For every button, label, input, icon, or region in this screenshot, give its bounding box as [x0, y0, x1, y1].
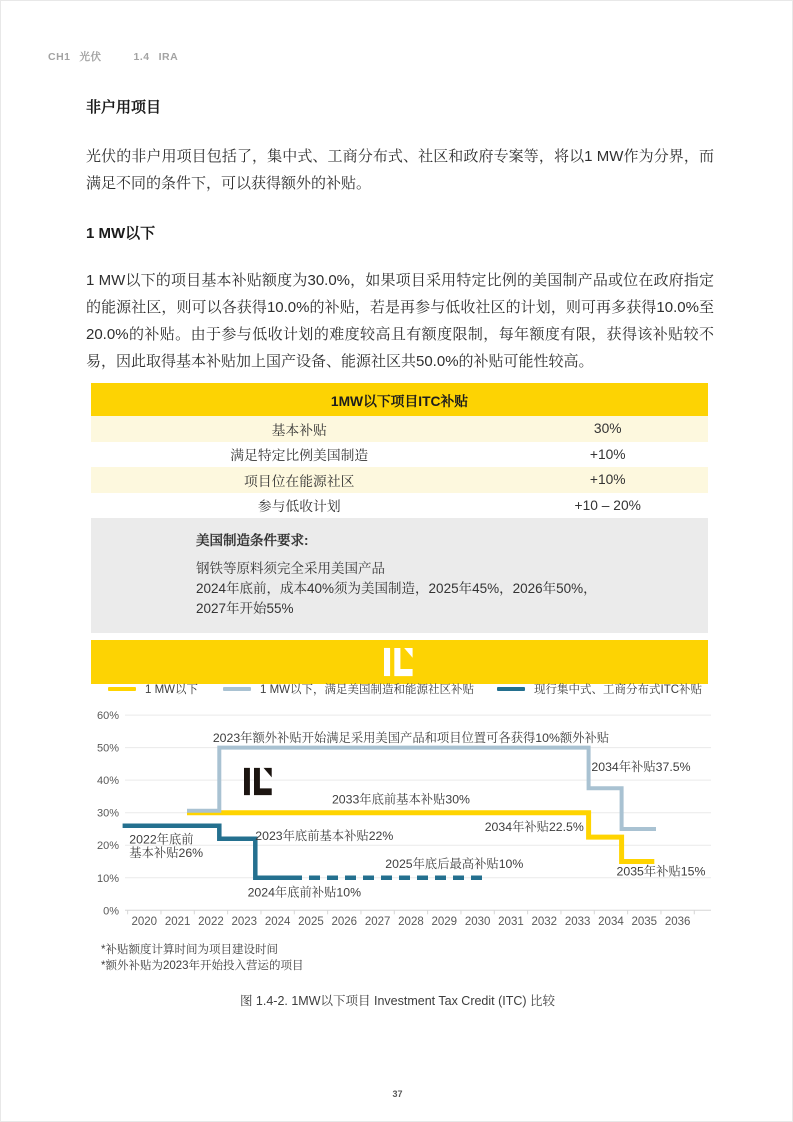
legend-label: 1 MW以下: [145, 684, 199, 696]
svg-text:2025年底后最高补贴10%: 2025年底后最高补贴10%: [385, 856, 524, 871]
section-heading: 非户用项目: [86, 99, 162, 116]
row-label: 参与低收计划: [257, 499, 341, 515]
us-manufacturing-note: [91, 518, 708, 633]
svg-text:2033: 2033: [564, 916, 591, 928]
svg-text:2036: 2036: [664, 916, 691, 928]
svg-text:10%: 10%: [96, 872, 119, 885]
svg-text:2024年底前补贴10%: 2024年底前补贴10%: [247, 885, 362, 900]
svg-text:2029: 2029: [431, 916, 458, 928]
row-value: 30%: [593, 421, 622, 437]
legend-label: 现行集中式、工商分布式ITC补贴: [534, 684, 703, 696]
svg-text:2021: 2021: [164, 916, 191, 928]
note-line: 2024年底前，成本40%须为美国制造，2025年45%，2026年50%，: [196, 581, 597, 596]
row-label: 项目位在能源社区: [244, 473, 355, 489]
svg-text:50%: 50%: [96, 742, 119, 755]
svg-text:40%: 40%: [96, 775, 119, 788]
table-row: [91, 416, 708, 442]
table-row: [91, 467, 708, 493]
svg-text:2022: 2022: [198, 916, 224, 928]
row-value: +10 – 20%: [574, 497, 641, 513]
svg-text:2033年底前基本补贴30%: 2033年底前基本补贴30%: [331, 792, 470, 807]
itc-table-title: 1MW以下项目ITC补贴: [91, 383, 708, 416]
intro-paragraph: 光伏的非户用项目包括了，集中式、工商分布式、社区和政府专案等，将以1 MW作为分界，而满足不同的条件下，可以获得额外的补贴。: [86, 148, 714, 192]
svg-text:2034年补贴22.5%: 2034年补贴22.5%: [484, 820, 584, 835]
note-heading: 美国制造条件要求:: [196, 533, 309, 548]
svg-text:30%: 30%: [96, 807, 119, 820]
svg-text:2020: 2020: [131, 916, 158, 928]
table-row: [91, 493, 708, 519]
row-value: +10%: [589, 472, 626, 488]
svg-text:2032: 2032: [531, 916, 558, 928]
chapter-name: 光伏: [79, 51, 102, 63]
page-number: 37: [392, 1089, 403, 1099]
svg-text:2027: 2027: [364, 916, 391, 928]
svg-text:2022年底前基本补贴26%: 2022年底前基本补贴26%: [129, 832, 204, 860]
svg-text:2023: 2023: [231, 916, 258, 928]
text-content: [86, 97, 714, 375]
figure-caption: 图 1.4-2. 1MW以下项目 Investment Tax Credit (ITC) 比较: [239, 994, 556, 1008]
svg-text:2035年补贴15%: 2035年补贴15%: [616, 864, 706, 879]
itc-table-body: [91, 416, 708, 518]
chapter-label: CH1: [48, 51, 71, 63]
subsection-heading: 1 MW以下: [86, 225, 156, 242]
svg-text:0%: 0%: [103, 905, 119, 918]
row-label: 基本补贴: [271, 422, 327, 438]
svg-text:2024: 2024: [264, 916, 291, 928]
svg-text:60%: 60%: [96, 710, 119, 723]
detail-paragraph: 1 MW以下的项目基本补贴额度为30.0%，如果项目采用特定比例的美国制产品或位在政府指定的能源社区，则可以各获得10.0%的补贴，若是再参与低收社区的计划，则可再多获得10.0%至20.0%的补贴。由于参与低收计划的难度较高且有额度限制，每年额度有限，获得该补贴较不易，因此取得基本补贴加上国产设备、能源社区共50.0%的补贴可能性较高。: [86, 272, 714, 370]
itc-step-chart: [1, 671, 793, 943]
section-number: 1.4: [133, 51, 150, 63]
svg-text:2025: 2025: [298, 916, 324, 928]
running-header: [48, 49, 178, 64]
svg-text:2026: 2026: [331, 916, 358, 928]
svg-text:2034年补贴37.5%: 2034年补贴37.5%: [591, 760, 691, 775]
itc-table: [91, 383, 708, 684]
svg-text:2030: 2030: [464, 916, 491, 928]
row-label: 满足特定比例美国制造: [230, 448, 369, 464]
svg-text:2028: 2028: [398, 916, 424, 928]
svg-text:20%: 20%: [96, 840, 119, 853]
footnote: *额外补贴为2023年开始投入营运的项目: [101, 960, 304, 972]
table-row: [91, 442, 708, 468]
svg-text:2023年底前基本补贴22%: 2023年底前基本补贴22%: [255, 829, 394, 844]
note-line: 2027年开始55%: [196, 601, 294, 616]
note-line: 钢铁等原料须完全采用美国产品: [196, 561, 385, 576]
row-value: +10%: [589, 446, 626, 462]
section-name: IRA: [158, 51, 179, 63]
svg-text:2035: 2035: [631, 916, 658, 928]
svg-text:2031: 2031: [498, 916, 524, 928]
chart-footnotes: [101, 942, 304, 974]
svg-text:2023年额外补贴开始满足采用美国产品和项目位置可各获得10: 2023年额外补贴开始满足采用美国产品和项目位置可各获得10%额外补贴: [212, 730, 610, 745]
footnote: *补贴额度计算时间为项目建设时间: [101, 944, 278, 956]
infolink-logo-watermark-icon: [244, 766, 274, 797]
svg-text:2034: 2034: [598, 916, 624, 928]
legend-label: 1 MW以下，满足美国制造和能源社区补贴: [260, 684, 475, 696]
